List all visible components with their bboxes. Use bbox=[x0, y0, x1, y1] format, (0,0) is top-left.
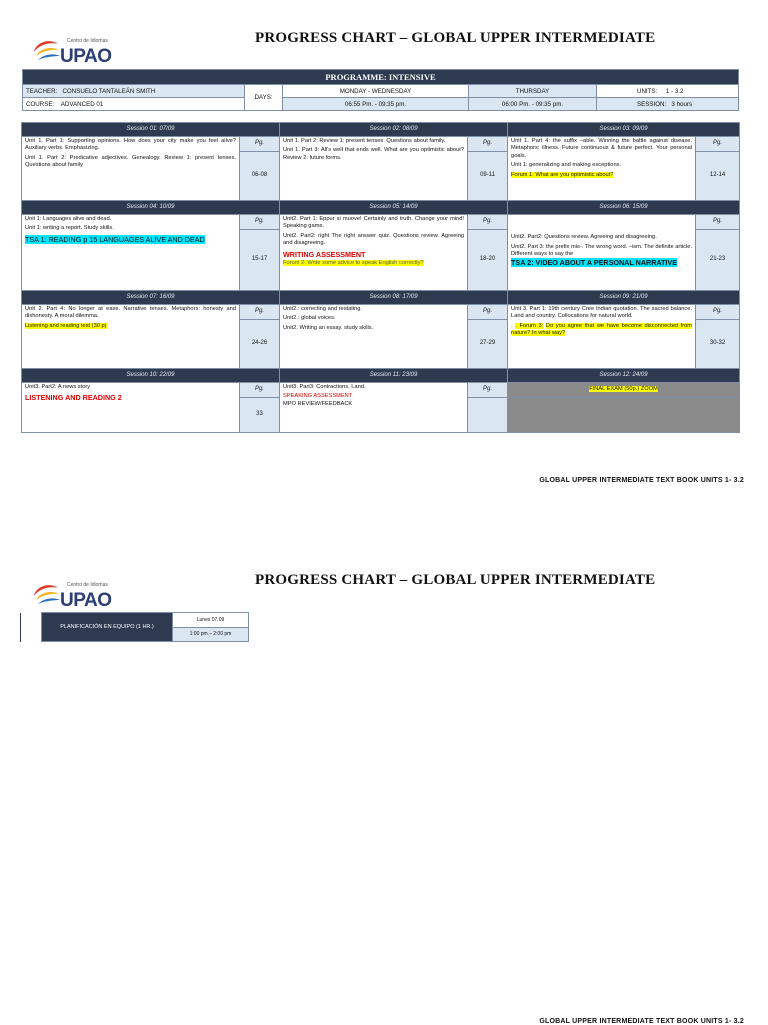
session-09-pg-label: Pg. bbox=[696, 305, 740, 320]
session-11-content bbox=[280, 383, 468, 433]
session-01-content bbox=[22, 137, 240, 201]
session-10-line-1: Unit3. Part2: A news story bbox=[25, 384, 91, 390]
session-12-title: Session 12: 24/09 bbox=[508, 369, 740, 383]
session-07-content bbox=[22, 305, 240, 369]
course-name: ADVANCED 01 bbox=[60, 100, 104, 108]
session-01-title: Session 01: 07/09 bbox=[22, 123, 280, 137]
session-11-assessment: SPEAKING ASSESSMENT bbox=[283, 393, 353, 400]
session-11-extra: MPO REVIEW/FEEDBACK bbox=[283, 400, 353, 407]
upao-logo-2 bbox=[30, 578, 120, 614]
session-03-content bbox=[508, 137, 696, 201]
session-02-line-1: Unit 1. Part 2: Review 1: present tenses. Questions about family. bbox=[283, 138, 446, 144]
session-02-pages: 09-11 bbox=[468, 152, 508, 201]
session-09-title: Session 09: 21/09 bbox=[508, 291, 740, 305]
session-04-pages: 15-17 bbox=[240, 230, 280, 291]
session-08-line-2: Unit2.: global voices. bbox=[283, 315, 336, 322]
session-07-title: Session 07: 16/09 bbox=[22, 291, 280, 305]
session-02-content bbox=[280, 137, 468, 201]
days-label: DAYS: bbox=[245, 85, 283, 111]
time-thursday: 06:00 Pm. - 09:35 pm. bbox=[469, 98, 597, 111]
planning-day: Lunes 07.09 bbox=[173, 613, 249, 628]
session-03-line-2: Unit 1: generalizing and making exceptions. bbox=[511, 162, 622, 169]
page-title: PROGRESS CHART – GLOBAL UPPER INTERMEDIATE bbox=[255, 30, 656, 46]
session-01-pages: 06-08 bbox=[240, 152, 280, 201]
session-08-line-1: Unit2.: correcting and restating. bbox=[283, 306, 363, 312]
session-03-line-1: Unit 1. Part 4: the suffix –able. Winning the battle against disease. Metaphors: illness. Future continuous & future perfect. Your personal goals. bbox=[511, 138, 693, 159]
session-03-title: Session 03: 09/09 bbox=[508, 123, 740, 137]
session-01-pg-label: Pg. bbox=[240, 137, 280, 152]
logo-brand: UPAO bbox=[60, 46, 112, 67]
logo-brand-2: UPAO bbox=[60, 590, 112, 611]
final-exam-label: FINAL EXAM (50p.) ZOOM bbox=[589, 386, 658, 393]
session-06-pg-label: Pg. bbox=[696, 215, 740, 230]
session-06-line-2: Unit2. Part 3: the prefix mis-. The wrong word. –ism. The definite article. Different ways to say the bbox=[511, 243, 693, 257]
schedule-table bbox=[21, 122, 740, 433]
session-04-pg-label: Pg. bbox=[240, 215, 280, 230]
time-mon-wed: 06:55 Pm. - 09:35 pm. bbox=[283, 98, 469, 111]
footnote-2: GLOBAL UPPER INTERMEDIATE TEXT BOOK UNITS 1- 3.2 bbox=[539, 1018, 744, 1025]
session-05-content bbox=[280, 215, 468, 291]
session-10-pages: 33 bbox=[240, 398, 280, 433]
session-03-pg-label: Pg. bbox=[696, 137, 740, 152]
session-04-title: Session 04: 10/09 bbox=[22, 201, 280, 215]
days-thursday: THURSDAY bbox=[469, 85, 597, 98]
session-01-line-1: Unit 1. Part 1: Supporting opinions. How does your city make you feel alive? Auxiliary verbs. Emphasizing. bbox=[25, 138, 236, 152]
session-10-title: Session 10: 22/09 bbox=[22, 369, 280, 383]
session-11-pages bbox=[468, 398, 508, 433]
session-07-pg-label: Pg. bbox=[240, 305, 280, 320]
footnote: GLOBAL UPPER INTERMEDIATE TEXT BOOK UNITS 1- 3.2 bbox=[539, 477, 744, 484]
session-09-content bbox=[508, 305, 696, 369]
planning-edge bbox=[21, 613, 42, 642]
session-09-forum: Do you agree that we have become disconnected from nature? In what way? bbox=[511, 322, 693, 337]
session-08-pages: 27-29 bbox=[468, 320, 508, 369]
session-06-tsa: TSA 2: VIDEO ABOUT A PERSONAL NARRATIVE bbox=[511, 258, 678, 268]
session-10-assessment: LISTENING AND READING 2 bbox=[25, 393, 122, 403]
teacher-cell bbox=[23, 85, 245, 98]
units-cell bbox=[597, 85, 739, 98]
session-11-pg-label: Pg. bbox=[468, 383, 508, 398]
teacher-name: CONSUELO TANTALEÁN SMITH bbox=[62, 87, 156, 95]
planning-time: 1:00 pm – 2:00 pm bbox=[173, 627, 249, 642]
logo-tagline-2: Centro de Idiomas bbox=[67, 582, 108, 588]
session-11-line-1: Unit3. Part3: Contractions. Land. bbox=[283, 384, 366, 390]
units-value: 1 - 3.2 bbox=[665, 87, 684, 95]
session-05-pages: 18-20 bbox=[468, 230, 508, 291]
programme-header bbox=[22, 69, 739, 111]
session-04-tsa: TSA 1: READING p 15 LANGUAGES ALIVE AND DEAD bbox=[25, 234, 205, 244]
session-07-test: Listening and reading test (30 p) bbox=[25, 322, 107, 329]
session-06-pages: 21-23 bbox=[696, 230, 740, 291]
session-07-line-1: Unit 2. Part 4: No longer at ease. Narrative tenses. Metaphors: honesty and dishonesty. A moral dilemma. bbox=[25, 306, 236, 320]
session-08-content bbox=[280, 305, 468, 369]
session-cell bbox=[597, 98, 739, 111]
session-03-pages: 12-14 bbox=[696, 152, 740, 201]
session-11-title: Session 11: 23/09 bbox=[280, 369, 508, 383]
planning-label: PLANIFICACIÓN EN EQUIPO (1 HR.) bbox=[42, 613, 173, 642]
upao-swirl-icon bbox=[30, 34, 62, 66]
session-05-pg-label: Pg. bbox=[468, 215, 508, 230]
session-label: SESSION: bbox=[637, 100, 667, 108]
session-09-line-1: Unit 3. Part 1: 19th century Cree Indian quotation. The sacred balance. Land and country. Collocations for natural world. bbox=[511, 306, 693, 320]
page-2-title: PROGRESS CHART – GLOBAL UPPER INTERMEDIATE bbox=[255, 572, 656, 588]
session-04-content bbox=[22, 215, 240, 291]
session-04-line-1: Unit 1: Languages alive and dead. bbox=[25, 216, 112, 222]
session-06-content bbox=[508, 215, 696, 291]
session-05-title: Session 05: 14/09 bbox=[280, 201, 508, 215]
session-08-title: Session 08: 17/09 bbox=[280, 291, 508, 305]
session-04-line-2: Unit 1: writing a report. Study skills. bbox=[25, 225, 114, 232]
session-02-title: Session 02: 08/09 bbox=[280, 123, 508, 137]
session-01-line-2: Unit 1. Part 2: Predicative adjectives. Genealogy. Review 1: present tenses. Questions about family bbox=[25, 154, 236, 169]
session-09-forum-prefix: . . Forum 3: bbox=[511, 322, 544, 329]
days-mon-wed: MONDAY - WEDNESDAY bbox=[283, 85, 469, 98]
session-09-pages: 30-32 bbox=[696, 320, 740, 369]
logo-tagline: Centro de Idiomas bbox=[67, 38, 108, 44]
session-08-pg-label: Pg. bbox=[468, 305, 508, 320]
course-label: COURSE: bbox=[26, 100, 55, 108]
teacher-label: TEACHER: bbox=[26, 87, 58, 95]
programme-title: PROGRAMME: INTENSIVE bbox=[23, 70, 739, 85]
session-12-grey bbox=[508, 398, 740, 433]
session-05-line-2: Unit2. Part2: right The right answer quiz. Questions review. Agreeing and disagreeing. bbox=[283, 232, 465, 247]
session-10-pg-label: Pg. bbox=[240, 383, 280, 398]
session-02-line-2: Unit 1. Part 3: All's well that ends well. What are you optimistic about? Review 2: future forms. bbox=[283, 147, 465, 161]
upao-swirl-icon bbox=[30, 578, 62, 610]
session-02-pg-label: Pg. bbox=[468, 137, 508, 152]
upao-logo bbox=[30, 34, 120, 70]
session-10-content bbox=[22, 383, 240, 433]
session-06-title: Session 06: 15/09 bbox=[508, 201, 740, 215]
session-09-forum-label: . Forum 3: bbox=[515, 322, 544, 329]
course-cell bbox=[23, 98, 245, 111]
session-07-pages: 24-26 bbox=[240, 320, 280, 369]
planning-table bbox=[20, 612, 249, 642]
session-05-line-1: Unit2. Part 1: Eppur si muove! Certainly and truth. Change your mind! Speaking game. bbox=[283, 216, 465, 230]
session-length: 3 hours bbox=[671, 100, 693, 108]
session-05-forum: Forum 2: Write some advice to speak English correctly? bbox=[283, 260, 424, 267]
session-03-forum: Forum 1: What are you optimistic about? bbox=[511, 171, 614, 178]
session-06-line-1: Unit2. Part2: Questions review. Agreeing and disagreeing. bbox=[511, 234, 657, 241]
units-label: UNITS: bbox=[637, 87, 658, 95]
session-05-assessment: WRITING ASSESSMENT bbox=[283, 249, 366, 259]
session-08-line-3: Unit2. Writing an essay. study skills. bbox=[283, 324, 374, 331]
session-12-final bbox=[508, 383, 740, 398]
